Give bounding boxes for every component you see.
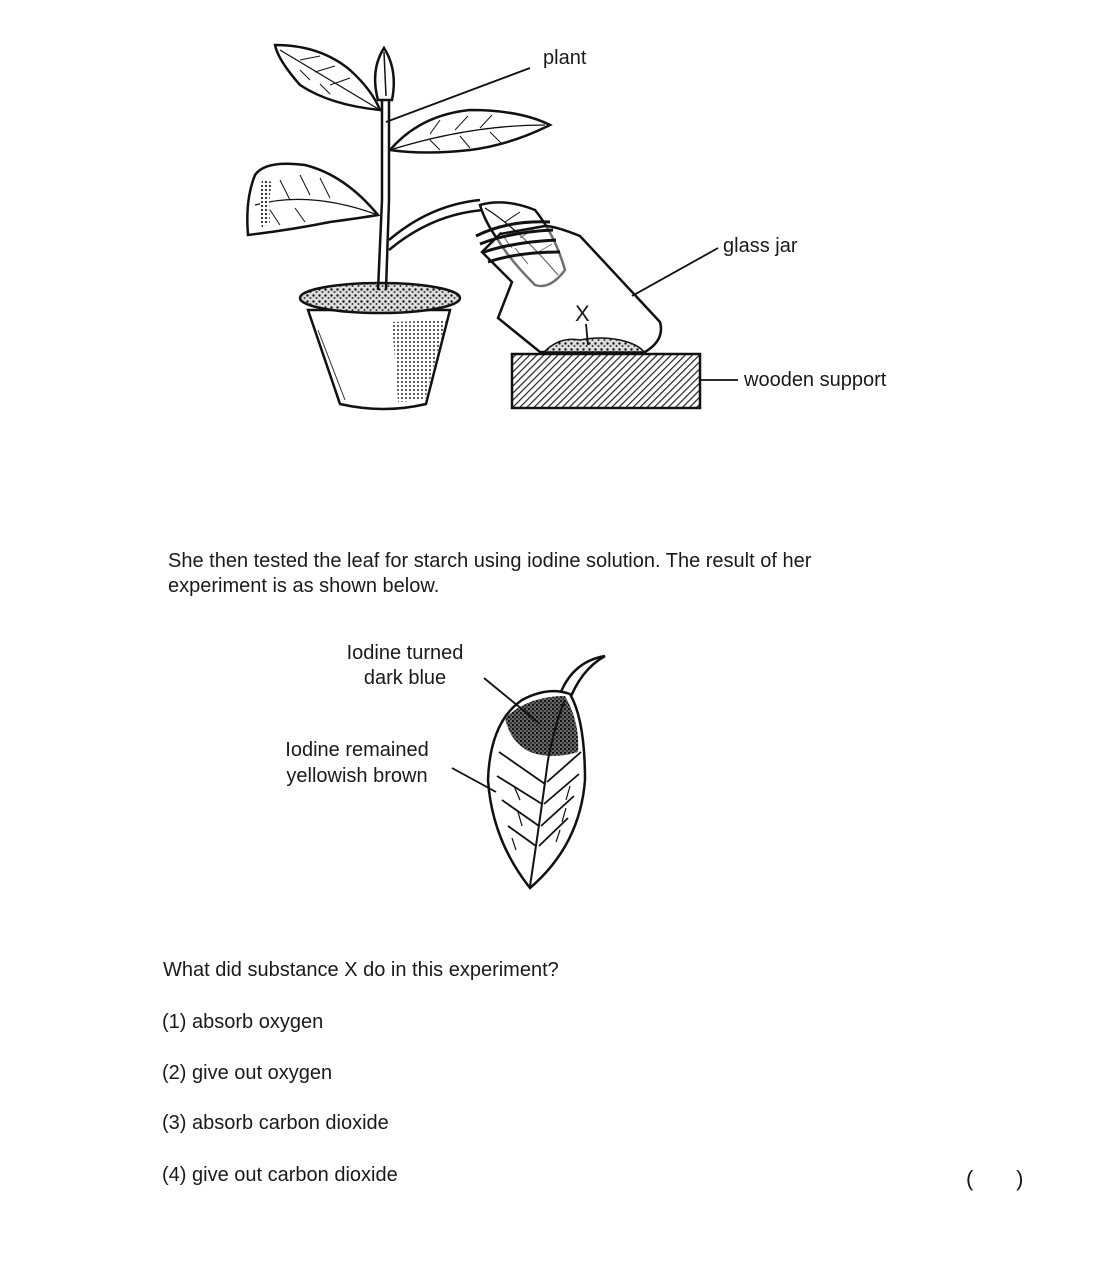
tested-leaf <box>488 656 605 888</box>
wooden-support-label: wooden support <box>744 369 887 391</box>
answer-box[interactable]: ( ) <box>966 1166 1024 1191</box>
dark-blue-label-line1: Iodine turned <box>346 642 464 664</box>
option-2[interactable]: (2) give out oxygen <box>162 1062 333 1084</box>
glass-jar <box>476 222 661 352</box>
substance-x-label: X <box>575 301 590 326</box>
glass-jar-label: glass jar <box>723 235 798 257</box>
plant-label: plant <box>543 47 587 69</box>
flower-pot <box>300 283 460 409</box>
option-1[interactable]: (1) absorb oxygen <box>162 1011 324 1033</box>
question-text: What did substance X do in this experiment? <box>163 959 559 981</box>
yellowish-brown-label-line2: yellowish brown <box>286 765 428 787</box>
yellowish-brown-label-line1: Iodine remained <box>285 739 429 761</box>
option-4[interactable]: (4) give out carbon dioxide <box>162 1164 398 1186</box>
wooden-support <box>512 354 700 408</box>
option-3[interactable]: (3) absorb carbon dioxide <box>162 1112 389 1134</box>
dark-blue-label-line2: dark blue <box>363 667 447 689</box>
instruction-paragraph: She then tested the leaf for starch using iodine solution. The result of her experiment is as shown below. <box>168 550 812 597</box>
leaf-leader-lines <box>452 678 540 792</box>
plant-experiment-figure <box>0 0 1116 470</box>
